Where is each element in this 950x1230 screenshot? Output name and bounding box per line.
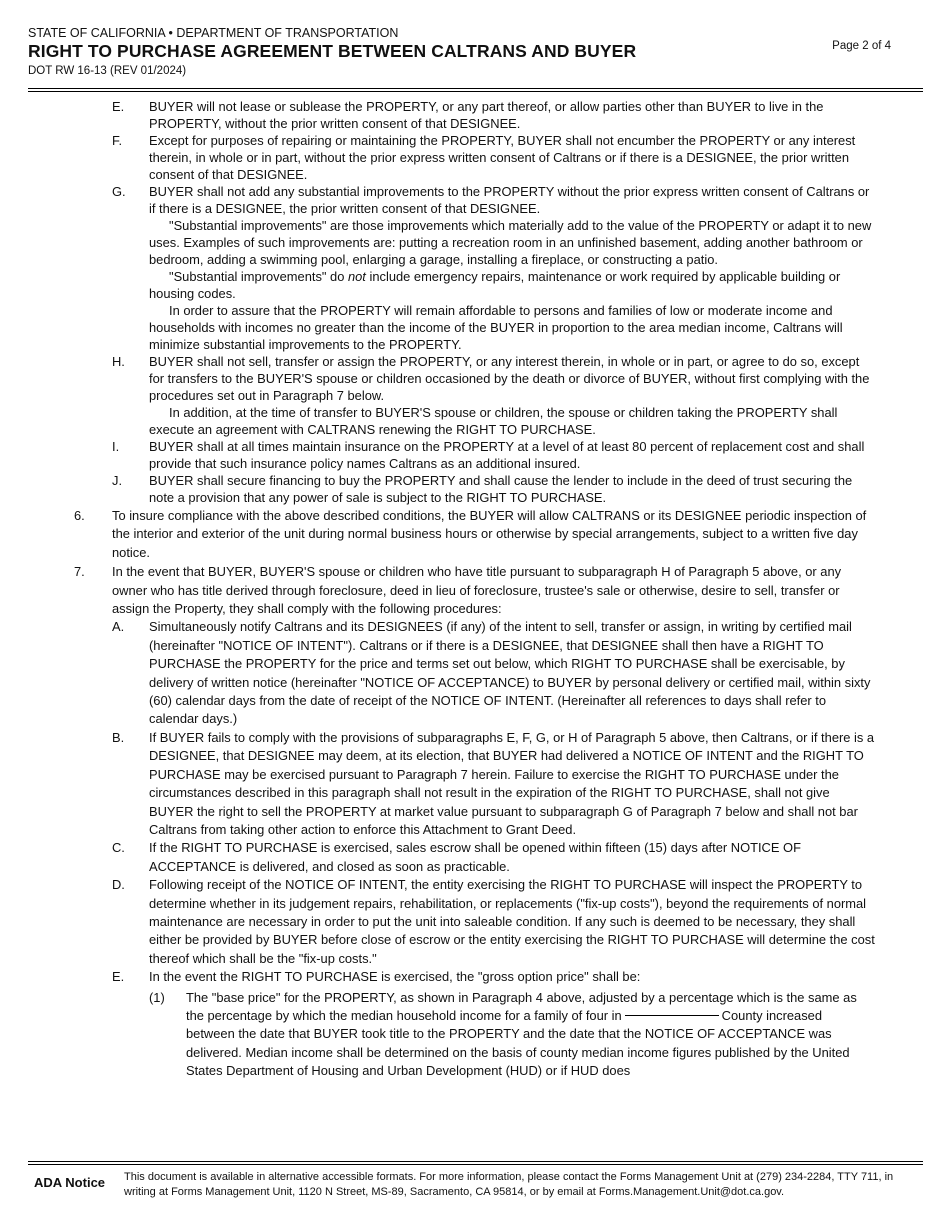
clause-label: J.	[112, 473, 123, 488]
clause-text: If the RIGHT TO PURCHASE is exercised, sales escrow shall be opened within fifteen (15) days after NOTICE OF ACCEPTANCE is delivered, and closed as soon as practicable.	[149, 840, 801, 874]
clause-text: BUYER shall secure financing to buy the PROPERTY and shall cause the lender to include in the deed of trust securing the note a provision that any power of sale is subject to the RIGHT TO PURCHASE.	[149, 473, 853, 505]
clause-7d	[0, 876, 950, 968]
clause-label: E.	[112, 99, 125, 114]
clause-5f	[0, 132, 950, 183]
item-label: (1)	[149, 989, 165, 1005]
clause-text: BUYER shall not sell, transfer or assign the PROPERTY, or any interest therein, in whole or in part, or agree to do so, except for transfers to the BUYER'S spouse or children occasioned by the death or divorce of BUYER, without first complying with the procedures set out in Paragraph 7 below.	[149, 354, 870, 403]
clause-7b	[0, 729, 950, 839]
document-body	[0, 98, 950, 1081]
clause-label: F.	[112, 133, 123, 148]
item-text: The "base price" for the PROPERTY, as shown in Paragraph 4 above, adjusted by a percentage which is the same as the percentage by which the median household income for a family of four in	[186, 989, 857, 1023]
clause-label: B.	[112, 729, 125, 745]
clause-text: If BUYER fails to comply with the provisions of subparagraphs E, F, G, or H of Paragraph 5 above, then Caltrans, or if there is a DESIGNEE, that DESIGNEE may deem, at its election, that BUYER had delivered a NOTICE OF INTENT and the RIGHT TO PURCHASE may be exercised pursuant to Paragraph 7 herein. Failure to exercise the RIGHT TO PURCHASE under the circumstances described in this paragraph shall not result in the expiration of the RIGHT TO PURCHASE, shall not give BUYER the right to sell the PROPERTY at market value pursuant to subparagraph G of Paragraph 7 below and shall not bar Caltrans from taking other action to enforce this Attachment to Grant Deed.	[149, 729, 875, 837]
clause-text: BUYER will not lease or sublease the PROPERTY, or any part thereof, or allow parties other than BUYER to live in the PROPERTY, without the prior written consent of that DESIGNEE.	[149, 99, 824, 131]
paragraph-number: 6.	[74, 508, 85, 523]
clause-5g	[0, 183, 950, 217]
clause-7e-item-1	[0, 989, 950, 1081]
agency-line: STATE OF CALIFORNIA • DEPARTMENT OF TRANSPORTATION	[28, 26, 399, 40]
clause-text: "Substantial improvements" do	[169, 269, 348, 284]
ada-label: ADA Notice	[34, 1175, 106, 1190]
header-divider-2	[28, 91, 923, 92]
clause-7c	[0, 839, 950, 876]
footer-divider	[28, 1161, 923, 1162]
clause-label: G.	[112, 184, 126, 199]
clause-label: E.	[112, 969, 125, 985]
clause-label: I.	[112, 439, 120, 454]
clause-5j	[0, 472, 950, 506]
clause-label: A.	[112, 619, 125, 635]
clause-5g-p4: In order to assure that the PROPERTY will remain affordable to persons and families of low or moderate income and households with incomes no greater than the income of the BUYER in proportion to the area median income, Caltrans will minimize substantial improvements to the PROPERTY.	[149, 303, 843, 352]
clause-label: D.	[112, 877, 125, 893]
clause-text: In the event the RIGHT TO PURCHASE is exercised, the "gross option price" shall be:	[149, 969, 641, 985]
clause-5h-p2: In addition, at the time of transfer to BUYER'S spouse or children, the spouse or children taking the PROPERTY shall execute an agreement with CALTRANS renewing the RIGHT TO PURCHASE.	[149, 405, 838, 437]
form-header	[28, 26, 923, 79]
emphasis-text: not	[347, 269, 366, 284]
clause-7e	[0, 968, 950, 986]
footer-divider-2	[28, 1164, 923, 1165]
paragraph-number: 7.	[74, 564, 85, 580]
clause-7a	[0, 618, 950, 728]
clause-text: Simultaneously notify Caltrans and its DESIGNEES (if any) of the intent to sell, transfer or assign, in writing by certified mail (hereinafter "NOTICE OF INTENT"). Caltrans or if there is a DESIGNEE, that DESIGNEE shall then have a RIGHT TO PURCHASE the PROPERTY for the price and terms set out below, which RIGHT TO PURCHASE shall be exercisable, by delivery of written notice (hereinafter "NOTICE OF ACCEPTANCE) to BUYER by personal delivery or certified mail, within sixty (60) calendar days from the date of receipt of the NOTICE OF INTENT. (Hereinafter all references to days shall refer to calendar days.)	[149, 619, 871, 727]
paragraph-6	[0, 507, 950, 562]
ada-notice-text: This document is available in alternative accessible formats. For more information, please contact the Forms Management Unit at (279) 234-2284, TTY 711, in writing at Forms Management Unit, 1120 N Street, MS-89, Sacramento, CA 95814, or by email at Forms.Management.Unit@dot.ca.gov.	[124, 1171, 894, 1198]
county-blank-field[interactable]	[625, 1015, 719, 1016]
item-text: County increased between the date that BUYER took title to the PROPERTY and the date that the NOTICE OF ACCEPTANCE was delivered. Median income shall be determined on the basis of county median income figures published by the United States Department of Housing and Urban Development (HUD) or if HUD does	[186, 1007, 850, 1079]
clause-text: BUYER shall not add any substantial improvements to the PROPERTY without the prior express written consent of Caltrans or if there is a DESIGNEE, the prior written consent of that DESIGNEE.	[149, 184, 870, 216]
paragraph-7	[0, 563, 950, 618]
page-number: Page 2 of 4	[832, 40, 891, 52]
clause-text: BUYER shall at all times maintain insurance on the PROPERTY at a level of at least 80 percent of replacement cost and shall provide that such insurance policy names Caltrans as an additional insured.	[149, 439, 865, 471]
form-number: DOT RW 16-13 (REV 01/2024)	[28, 65, 187, 77]
clause-text: Following receipt of the NOTICE OF INTENT, the entity exercising the RIGHT TO PURCHASE will inspect the PROPERTY to determine whether in its judgement repairs, rehabilitation, or replacements ("fix-up costs"), beyond the requirements of normal maintenance are necessary in order to put the unit into saleable condition. If any such is deemed to be necessary, they shall either be provided by BUYER before close of escrow or the entity exercising the RIGHT TO PURCHASE will determine the cost thereof which shall be the "fix-up costs."	[149, 877, 875, 966]
clause-5g-p2: "Substantial improvements" are those improvements which materially add to the value of the PROPERTY or adapt it to new uses. Examples of such improvements are: putting a recreation room in an unfinished basement, adding another bathroom or bedroom, adding a swimming pool, enlarging a garage, installing a fireplace, or constructing a patio.	[149, 218, 872, 267]
clause-5g-p3	[0, 268, 950, 302]
paragraph-text: In the event that BUYER, BUYER'S spouse or children who have title pursuant to subparagraph H of Paragraph 5 above, or any owner who has title derived through foreclosure, deed in lieu of foreclosure, trustee's sale or otherwise, desire to sell, transfer or assign the Property, they shall comply with the following procedures:	[112, 564, 842, 617]
clause-text: Except for purposes of repairing or maintaining the PROPERTY, BUYER shall not encumber the PROPERTY or any interest therein, in whole or in part, without the prior express written consent of Caltrans or if there is a DESIGNEE, the prior written consent of that DESIGNEE.	[149, 133, 856, 182]
clause-5h	[0, 353, 950, 404]
clause-label: C.	[112, 840, 125, 856]
paragraph-text: To insure compliance with the above described conditions, the BUYER will allow CALTRANS or its DESIGNEE periodic inspection of the interior and exterior of the unit during normal business hours or otherwise by special arrangements, subject to a written five day notice.	[112, 508, 867, 560]
clause-5e	[0, 98, 950, 132]
page-title: RIGHT TO PURCHASE AGREEMENT BETWEEN CALTRANS AND BUYER	[28, 41, 637, 61]
header-divider	[28, 88, 923, 89]
clause-text: include emergency repairs, maintenance or work required by applicable building or housing codes.	[149, 269, 841, 301]
clause-label: H.	[112, 354, 125, 369]
clause-5i	[0, 438, 950, 472]
